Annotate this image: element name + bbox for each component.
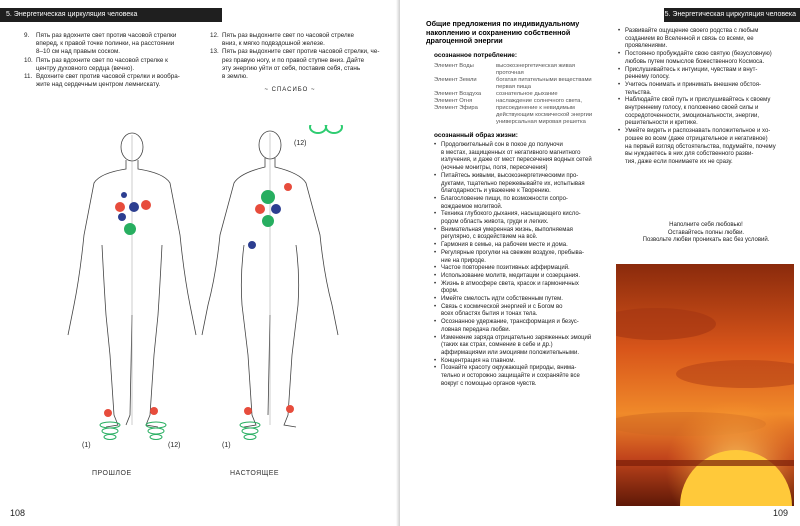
bullet-line: • Изменение заряда отрицательно заряженных эмоций (434, 334, 592, 341)
bullet-line: родом область живота, груди и легких. (441, 219, 549, 226)
bullet-line: благодарность и уважение к Творению. (441, 188, 551, 195)
right-header-bar (664, 8, 800, 22)
elements-list (434, 63, 614, 126)
marker-1-left: (1) (82, 442, 91, 449)
bullet-line: • Регулярные прогулки на свежем воздухе, пребыва- (434, 249, 584, 256)
bullet-line: всех областях бытия и тонах тела. (441, 311, 538, 318)
conscious-consumption-title: осознанное потребление: (434, 52, 518, 59)
left-header-text: 5. Энергетическая циркуляция человека (6, 11, 138, 18)
line: 8–10 см над правым соском. (36, 48, 121, 56)
element-row: Элемент Воды высокоэнергетическая живая (434, 63, 576, 69)
energy-body-illustration (22, 125, 367, 470)
right-heading: Общие предложения по индивидуальному накоплению и сохранению собственной драгоценной энергии (426, 19, 580, 45)
line: 12. Пять раз выдохните свет по часовой стрелке (210, 32, 354, 39)
element-row: универсальная мировая решетка (496, 119, 586, 125)
bullet-line: • Техника глубокого дыхания, насыщающего кисло- (434, 211, 581, 218)
bullet-line: • Постоянно пробуждайте свою святую (безусловную) (618, 51, 772, 58)
line: 10. Пять раз вдохните свет по часовой стрелке к (24, 56, 168, 64)
element-row: действующим космической энергии (496, 112, 593, 118)
bullet-line: любовь путем помыслов божественного Космоса. (625, 58, 765, 65)
bullet-line: на первый взгляд обстоятельства, подумайте, почему (625, 143, 776, 150)
bullet-line: (ночные монитры, поля, пересечения) (441, 165, 548, 172)
left-col1 (24, 32, 204, 89)
line: 11. Вдохните свет против часовой стрелки и вообра- (24, 73, 180, 81)
chakra-dot (141, 200, 151, 210)
bullet-line: в местах, защищенных от негативного магнитного (441, 149, 581, 156)
bullet-line: • Прислушивайтесь к интуиции, чувствам и внут- (618, 66, 758, 73)
bullet-line: • Концентрация на главном. (434, 357, 516, 364)
chakra-dot (121, 192, 127, 198)
bullet-line: • Питайтесь живыми, высокоэнергетическими про- (434, 172, 579, 179)
line: эту энергию уйти от себя, поставив себя, стань (222, 64, 361, 72)
bullet-line: решительности и критике. (625, 120, 698, 127)
line: жите над сердечным центром лемнискату. (36, 81, 161, 89)
bullet-line: форм. (441, 288, 459, 295)
chakra-dot (261, 190, 275, 204)
bullet-line: вождаемое молитвой. (441, 203, 503, 210)
element-row: Элемент Земли богатая питательными веществами (434, 77, 592, 83)
right-page-number: 109 (772, 508, 788, 518)
bullet-line: созданием во Вселенной и связь со всеми, ее (625, 35, 754, 42)
past-caption: ПРОШЛОЕ (92, 470, 132, 477)
line: центру духовного сердца (вечно). (36, 64, 135, 72)
bullet-line: • Познайте красоту окружающей природы, внима- (434, 365, 577, 372)
love-quote: Наполните себя любовью! Оставайтесь полны любви. Позвольте любви проникать вас без условий. (642, 222, 770, 244)
bullet-line: внутреннему голосу, к положению своей силы и (625, 105, 759, 112)
chakra-dot (262, 215, 274, 227)
sunset-photo (616, 264, 794, 506)
bullet-line: • Умейте видеть и распознавать положительное и хо- (618, 128, 771, 135)
element-row: проточная (496, 70, 524, 76)
bullet-line: • Имейте смелость идти собственным путем. (434, 296, 563, 303)
spiral-icon (100, 422, 260, 440)
bullet-line: • Частое повторение позитивных аффирмаций. (434, 265, 570, 272)
bullet-line: ние на природе. (441, 257, 486, 264)
foot-dot (104, 409, 112, 417)
line: 9. Пять раз вдохните свет против часовой стрелки (24, 32, 177, 39)
lemniscate-icon (310, 125, 342, 133)
foot-dot (244, 407, 252, 415)
bullet-line: • Благословение пищи, по возможности сопро- (434, 195, 568, 202)
bullet-line: • Связь с космической энергией и с Богом во (434, 303, 563, 310)
bullet-line: ловная передача любви. (441, 326, 511, 333)
left-page-number: 108 (10, 508, 26, 518)
left-header-bar (0, 8, 222, 22)
bullet-line: • Внимательная умеренная жизнь, выполняемая (434, 226, 573, 233)
bullet-line: рошее во всем (даже отрицательное и негативное) (625, 135, 768, 142)
element-row: первая пища (496, 84, 531, 90)
right-header-text: 5. Энергетическая циркуляция человека (664, 11, 796, 18)
marker-12-right: (12) (168, 442, 181, 449)
chakra-dot (271, 204, 281, 214)
bullet-line: • Продолжительный сон в покое до полуночи (434, 142, 563, 148)
bullet-line: проявлениями. (625, 43, 668, 50)
present-caption: НАСТОЯЩЕЕ (230, 470, 280, 477)
bullet-line: (таких как страх, сомнение в себе и др.) (441, 342, 553, 349)
element-row: Элемент Эфира присоединение к невидимым (434, 105, 575, 111)
bullet-line: • Осознанное удержание, трансформация и безус- (434, 319, 579, 326)
chakra-dot (248, 241, 256, 249)
foot-dot (150, 407, 158, 415)
bullet-line: • Наблюдайте свой путь и прислушивайтесь к своему (618, 97, 771, 104)
chakra-dot (124, 223, 136, 235)
bullet-line: регулярно, с воздействием на всё. (441, 234, 538, 241)
chakra-dot (115, 202, 125, 212)
bullet-line: • Учитесь понимать и принимать внешние обстоя- (618, 81, 762, 88)
bullet-line: тия, даже если понимаете их не сразу. (625, 158, 733, 165)
line: вперед, к правой точке полинки, на расстоянии (36, 40, 175, 48)
conscious-life-title: осознанный образ жизни: (434, 132, 518, 139)
bullet-line: тельно и осторожно защищайте и сохраняйте все (441, 373, 580, 380)
element-row: Элемент Воздуха сознательное дыхание (434, 91, 558, 97)
bullet-line: • Использование молитв, медитации и созерцания. (434, 272, 581, 279)
bullet-line: тельства. (625, 89, 652, 96)
marker-12-top: (12) (294, 140, 307, 147)
right-page (400, 0, 800, 526)
chakra-dot (255, 204, 265, 214)
marker-1-present: (1) (222, 442, 231, 449)
line: рез правую ногу, и по правой ступне вниз. Дайте (222, 56, 365, 64)
bullet-line: • Жизнь в атмосфере света, красок и гармоничных (434, 280, 579, 287)
bullet-line: дуктами, тщательно пережевывайте их, испытывая (441, 180, 585, 187)
bullets-right (618, 28, 794, 167)
foot-dot (286, 405, 294, 413)
chakra-dot (118, 213, 126, 221)
left-col2 (210, 32, 396, 81)
line: в землю. (222, 73, 248, 81)
bullet-line: вы нуждаетесь в них для собственного разви- (625, 151, 754, 158)
bullet-line: • Развивайте ощущение своего родства с любым (618, 28, 759, 34)
chakra-dot (284, 183, 292, 191)
bullets-mid (434, 142, 614, 389)
bullet-line: аффирмациями или эмоциями положительными. (441, 349, 579, 356)
bullet-line: излучения, и даже от мест пересечения водных сетей (441, 157, 592, 164)
bullet-line: • Гармония в семье, на рабочем месте и дома. (434, 242, 568, 249)
thanks-text: ~ СПАСИБО ~ (264, 87, 316, 93)
line: 13. Пять раз выдохните свет против часовой стрелки, че- (210, 48, 380, 56)
bullet-line: реннему голосу. (625, 74, 670, 81)
bullet-line: вокруг с помощью органов чувств. (441, 380, 537, 387)
bullet-line: сосредоточенности, эмоциональности, энергии, (625, 112, 760, 119)
element-row: Элемент Огня наслаждение солнечного света, (434, 98, 582, 104)
line: вниз, к мягко подвздошной железе. (222, 40, 325, 48)
chakra-dot (129, 202, 139, 212)
